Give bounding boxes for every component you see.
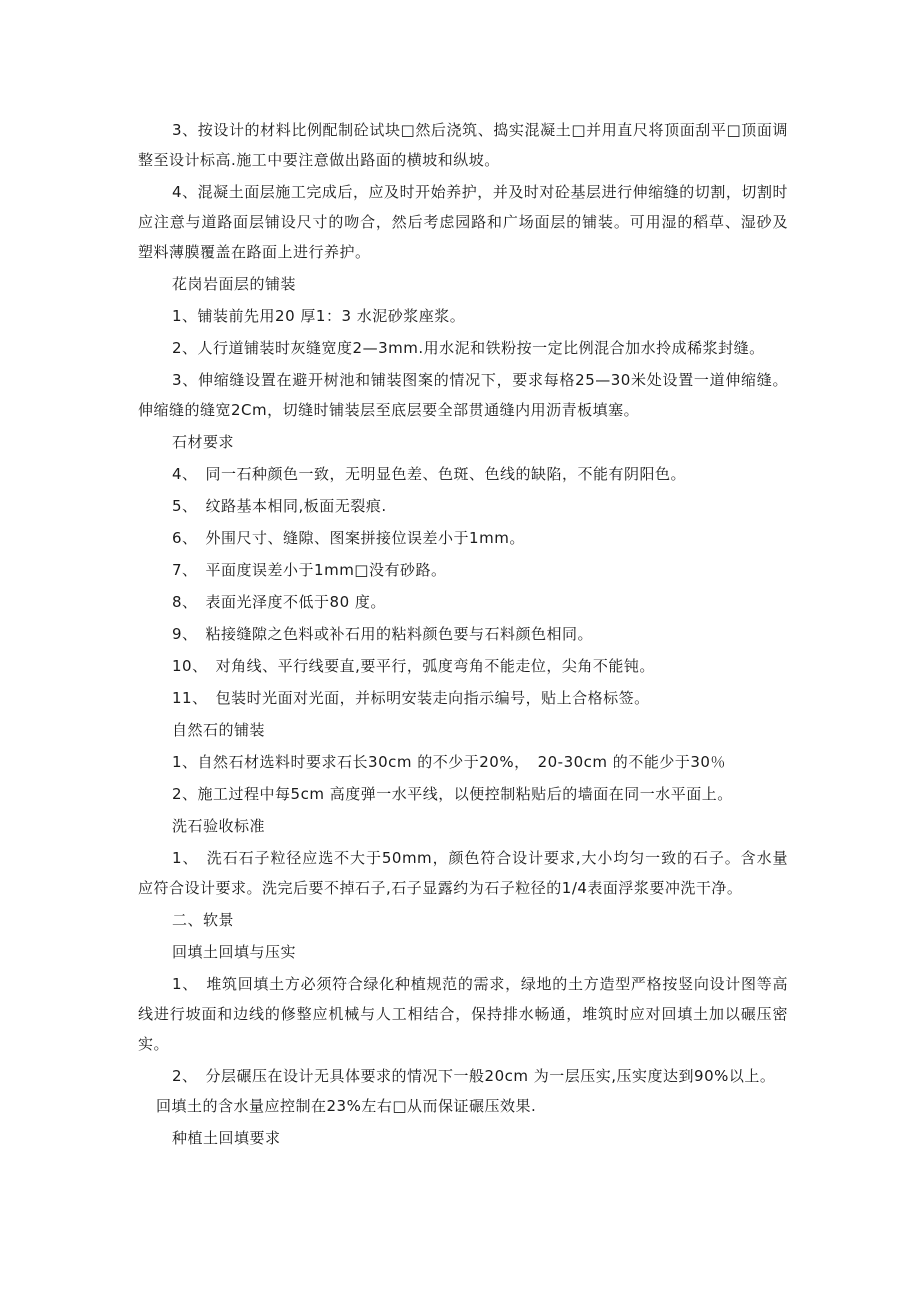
list-item: 8、 表面光泽度不低于80 度。 bbox=[172, 593, 386, 611]
list-item: 7、 平面度误差小于1mm□没有砂路。 bbox=[172, 561, 447, 579]
paragraph: 2、施工过程中每5cm 高度弹一水平线，以便控制粘贴后的墙面在同一水平面上。 bbox=[172, 785, 733, 803]
paragraph: 2、人行道铺装时灰缝宽度2—3mm.用水泥和铁粉按一定比例混合加水拎成稀浆封缝。 bbox=[172, 339, 765, 357]
section-heading: 花岗岩面层的铺装 bbox=[172, 275, 297, 293]
section-heading: 二、软景 bbox=[172, 911, 235, 929]
paragraph: 2、 分层碾压在设计无具体要求的情况下一般20cm 为一层压实,压实度达到90%以上。 bbox=[172, 1067, 776, 1085]
section-heading: 回填土回填与压实 bbox=[172, 943, 297, 961]
section-heading: 种植土回填要求 bbox=[172, 1129, 281, 1147]
section-heading: 自然石的铺装 bbox=[172, 721, 266, 739]
list-item: 5、 纹路基本相同,板面无裂痕. bbox=[172, 497, 387, 515]
paragraph: 4、混凝土面层施工完成后，应及时开始养护，并及时对砼基层进行伸缩缝的切割，切割时应注意与道路面层铺设尺寸的吻合，然后考虑园路和广场面层的铺装。可用湿的稻草、湿砂及塑料薄膜覆盖在路面上进行养护。 bbox=[138, 183, 788, 261]
paragraph: 1、 洗石石子粒径应选不大于50mm，颜色符合设计要求,大小均匀一致的石子。含水量应符合设计要求。洗完后要不掉石子,石子显露约为石子粒径的1/4表面浮浆要冲洗干净。 bbox=[138, 849, 788, 897]
paragraph: 1、自然石材选料时要求石长30cm 的不少于20%， 20-30cm 的不能少于30％ bbox=[172, 753, 726, 771]
paragraph: 1、 堆筑回填土方必须符合绿化种植规范的需求，绿地的土方造型严格按竖向设计图等高线进行坡面和边线的修整应机械与人工相结合，保持排水畅通，堆筑时应对回填土加以碾压密实。 bbox=[138, 975, 788, 1053]
document-body bbox=[138, 115, 788, 1153]
list-item: 11、 包装时光面对光面，并标明安装走向指示编号，贴上合格标签。 bbox=[172, 689, 650, 707]
list-item: 10、 对角线、平行线要直,要平行，弧度弯角不能走位，尖角不能钝。 bbox=[172, 657, 655, 675]
list-item: 9、 粘接缝隙之色料或补石用的粘料颜色要与石料颜色相同。 bbox=[172, 625, 594, 643]
paragraph: 1、铺装前先用20 厚1：3 水泥砂浆座浆。 bbox=[172, 307, 466, 325]
list-item: 6、 外围尺寸、缝隙、图案拼接位误差小于1mm。 bbox=[172, 529, 525, 547]
section-heading: 洗石验收标准 bbox=[172, 817, 266, 835]
paragraph: 3、伸缩缝设置在避开树池和铺装图案的情况下，要求每格25—30米处设置一道伸缩缝。伸缩缝的缝宽2Cm，切缝时铺装层至底层要全部贯通缝内用沥青板填塞。 bbox=[138, 371, 788, 419]
paragraph-continuation: 回填土的含水量应控制在23%左右□从而保证碾压效果. bbox=[156, 1097, 537, 1115]
list-item: 4、 同一石种颜色一致，无明显色差、色斑、色线的缺陷，不能有阴阳色。 bbox=[172, 465, 687, 483]
paragraph: 3、按设计的材料比例配制砼试块□然后浇筑、捣实混凝土□并用直尺将顶面刮平□顶面调整至设计标高.施工中要注意做出路面的横坡和纵坡。 bbox=[138, 121, 788, 169]
section-heading: 石材要求 bbox=[172, 433, 235, 451]
